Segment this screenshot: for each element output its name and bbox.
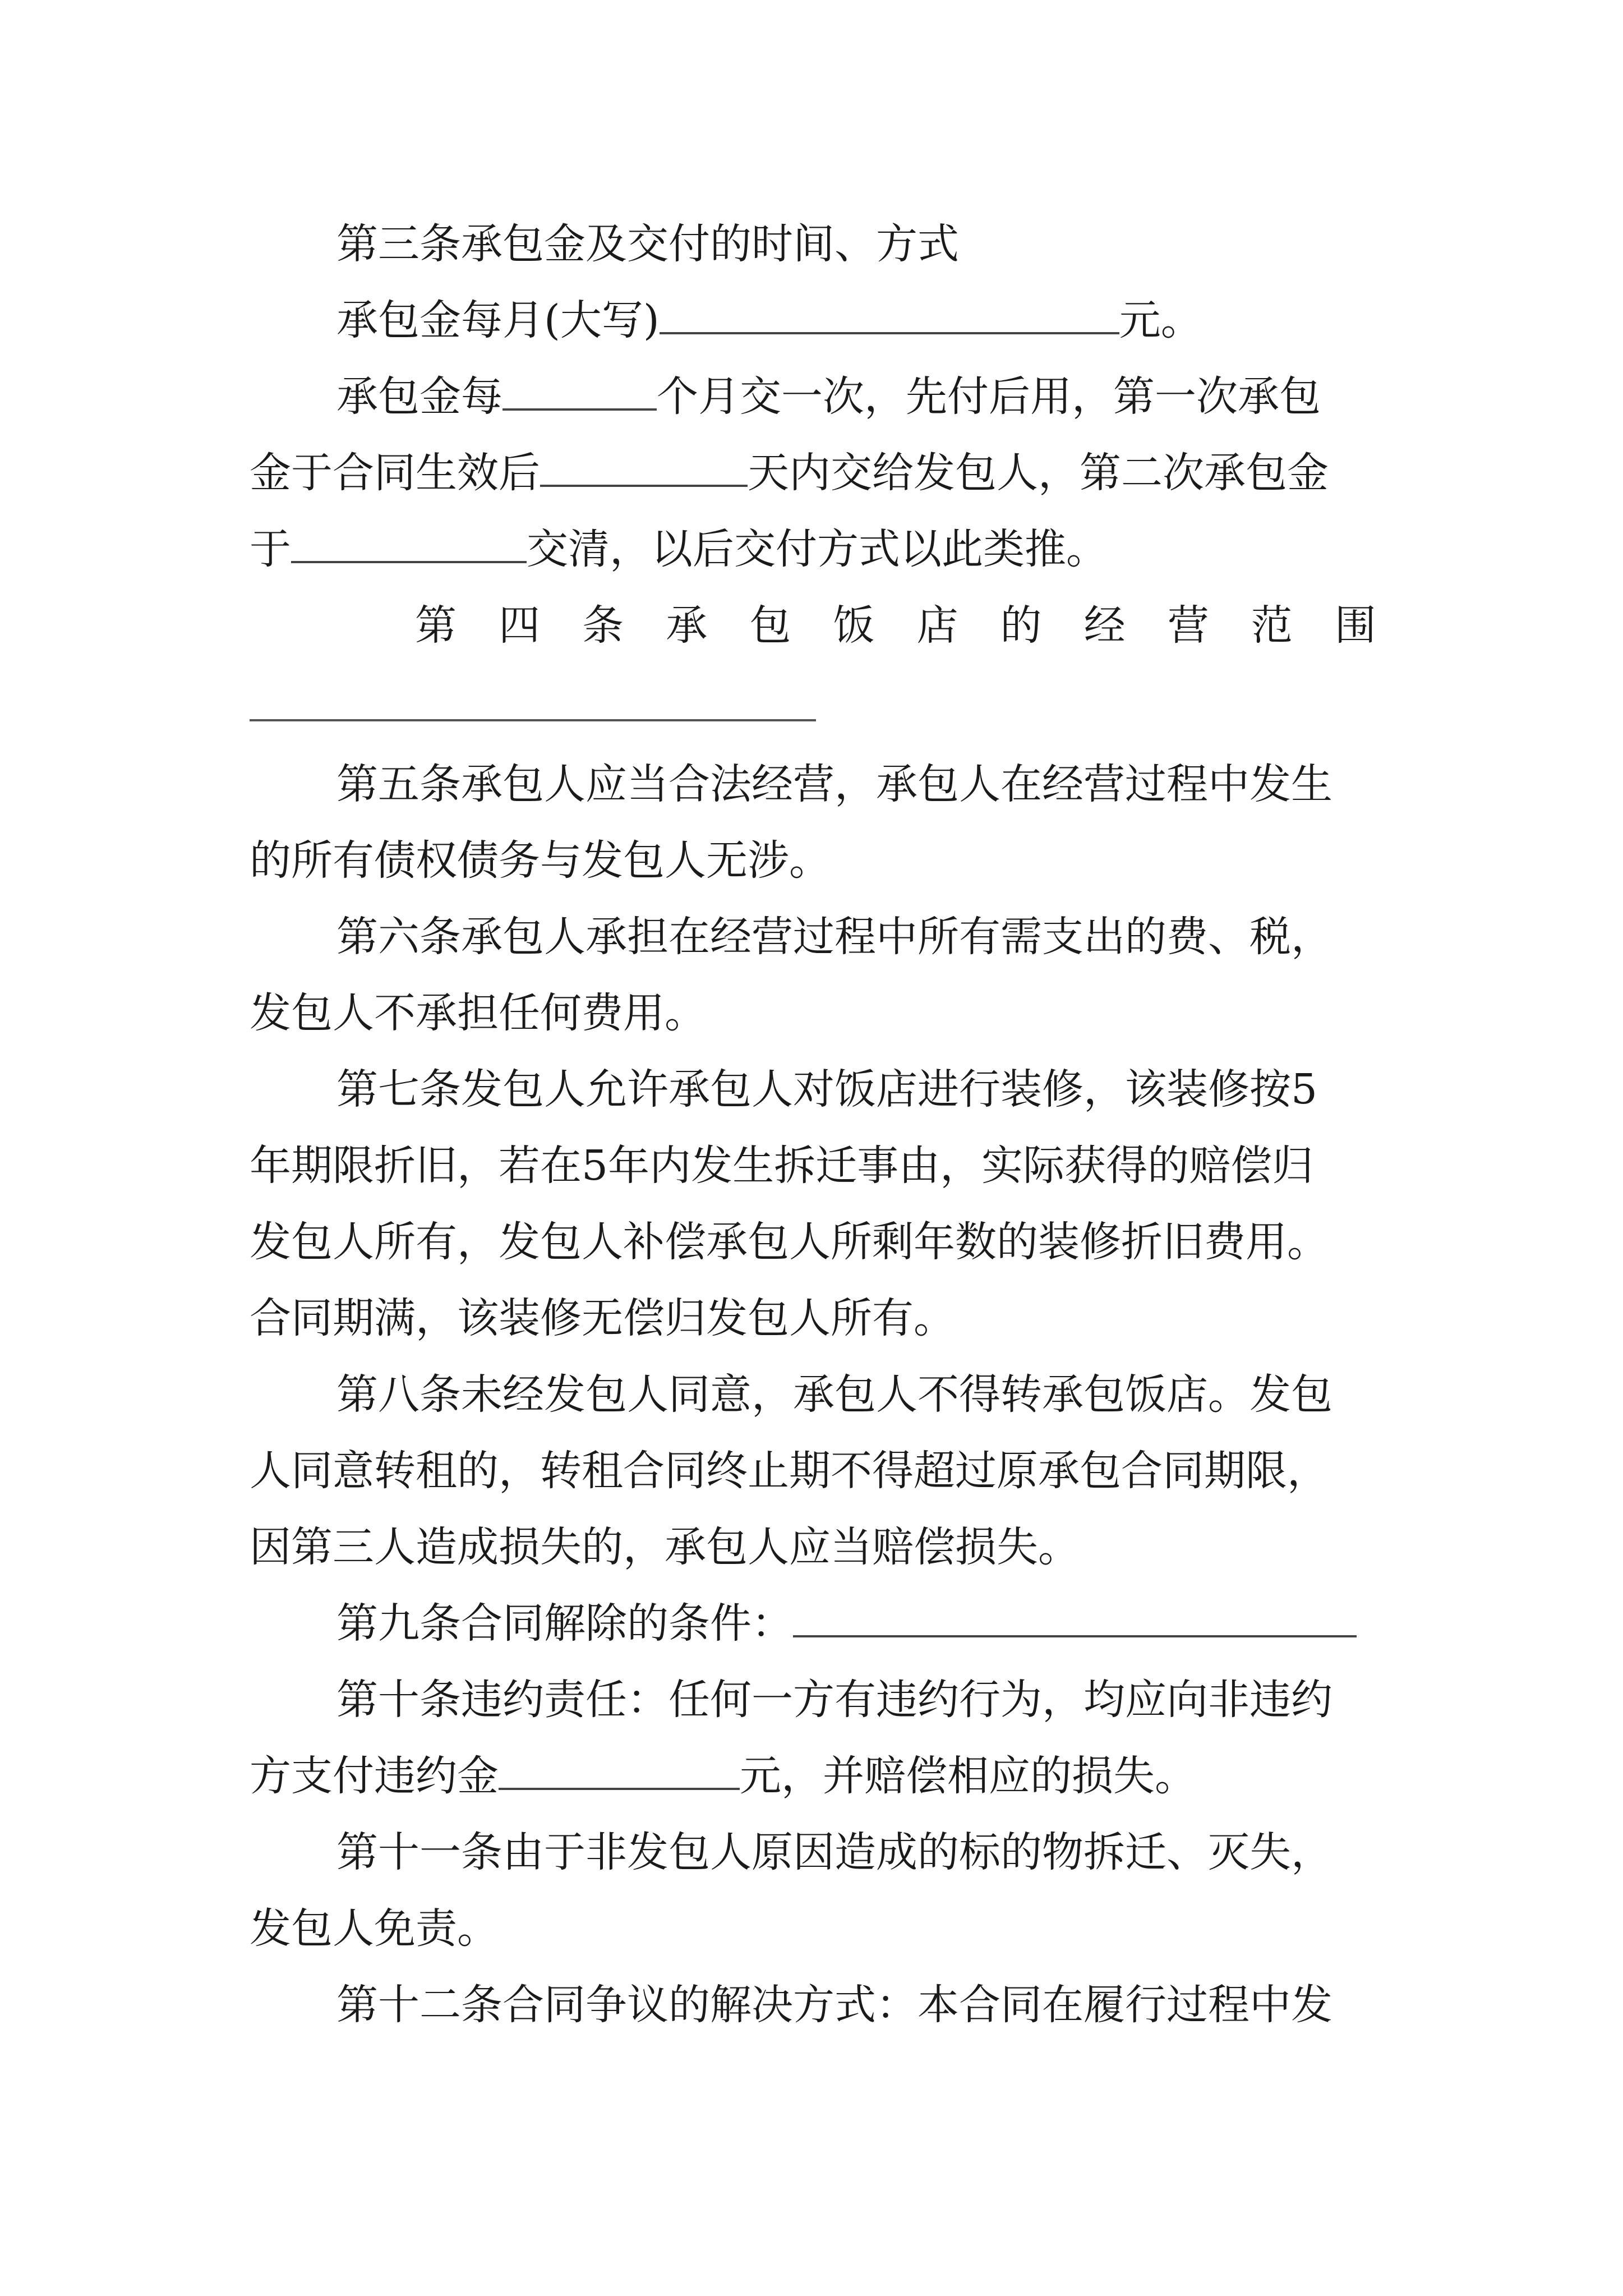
months-interval-blank[interactable]: [502, 369, 657, 411]
article11-line2: [250, 1890, 1376, 1967]
first-payment-days-blank[interactable]: [540, 445, 748, 487]
monthly-fee-label: 承包金每月(大写): [336, 296, 660, 344]
text-segment: 合同期满，该装修无偿归发包人所有。: [250, 1294, 955, 1342]
article5-line2: [250, 822, 1376, 899]
second-payment-date-blank[interactable]: [291, 522, 527, 563]
article9-line: [336, 1585, 1376, 1662]
monthly-fee-unit: 元。: [1119, 296, 1202, 344]
text-segment: 第七条发包人允许承包人对饭店进行装修，该装修按5: [336, 1065, 1318, 1114]
article7-line3: [250, 1204, 1376, 1280]
text-segment: 第八条未经发包人同意，承包人不得转承包饭店。发包: [336, 1370, 1332, 1419]
article12-line1: [336, 1967, 1376, 2043]
text-segment: 第九条合同解除的条件：: [336, 1599, 793, 1648]
article10-line2: [250, 1738, 1376, 1814]
business-scope-blank[interactable]: [250, 719, 816, 721]
article3-para-line3: [250, 511, 1376, 587]
article5-line1: [336, 746, 1376, 822]
text-segment: 发包人免责。: [250, 1904, 499, 1953]
article10-line1: [336, 1662, 1376, 1738]
text-segment: 个月交一次，先付后用，第一次承包: [657, 372, 1321, 421]
heading-char: 第: [415, 601, 457, 650]
article6-line1: [336, 899, 1376, 975]
text-segment: 因第三人造成损失的，承包人应当赔偿损失。: [250, 1523, 1080, 1571]
heading-char: 的: [1000, 601, 1042, 650]
penalty-amount-blank[interactable]: [499, 1749, 740, 1790]
article8-line3: [250, 1509, 1376, 1585]
text-segment: 于: [250, 525, 291, 573]
article11-line1: [336, 1814, 1376, 1890]
heading-char: 条: [582, 601, 624, 650]
heading-char: 范: [1251, 601, 1293, 650]
text-segment: 人同意转租的，转租合同终止期不得超过原承包合同期限，: [250, 1447, 1329, 1495]
article6-line2: [250, 975, 1376, 1051]
article7-line1: [336, 1051, 1376, 1128]
text-segment: 年期限折旧，若在5年内发生拆迁事由，实际获得的赔偿归: [250, 1142, 1314, 1190]
text-segment: 交清，以后交付方式以此类推。: [527, 525, 1108, 573]
heading-char: 店: [916, 601, 958, 650]
article4-heading: [415, 587, 1376, 664]
text-segment: 第十二条合同争议的解决方式：本合同在履行过程中发: [336, 1981, 1332, 2029]
heading-char: 饭: [833, 601, 875, 650]
heading-char: 四: [499, 601, 541, 650]
text-segment: 发包人不承担任何费用。: [250, 989, 706, 1037]
text-segment: 第十条违约责任：任何一方有违约行为，均应向非违约: [336, 1676, 1332, 1724]
heading-char: 围: [1334, 601, 1376, 650]
article3-heading: [336, 206, 1376, 282]
article3-para-line1: [336, 358, 1376, 435]
article3-monthly-line: [336, 282, 1376, 358]
article8-line2: [250, 1433, 1376, 1509]
text-segment: 元，并赔偿相应的损失。: [740, 1752, 1196, 1800]
text-segment: 的所有债权债务与发包人无涉。: [250, 836, 831, 885]
text-segment: 第六条承包人承担在经营过程中所有需支出的费、税，: [336, 913, 1332, 961]
monthly-fee-blank[interactable]: [660, 293, 1119, 334]
termination-conditions-blank[interactable]: [793, 1596, 1357, 1637]
text-segment: 发包人所有，发包人补偿承包人所剩年数的装修折旧费用。: [250, 1218, 1329, 1266]
heading-char: 营: [1167, 601, 1209, 650]
text-segment: 金于合同生效后: [250, 449, 540, 497]
heading-char: 包: [749, 601, 791, 650]
article3-heading-text: 第三条承包金及交付的时间、方式: [336, 220, 959, 268]
text-segment: 第五条承包人应当合法经营，承包人在经营过程中发生: [336, 760, 1332, 808]
text-segment: 方支付违约金: [250, 1752, 499, 1800]
article7-line2: [250, 1128, 1376, 1204]
heading-char: 经: [1083, 601, 1126, 650]
text-segment: 天内交给发包人，第二次承包金: [748, 449, 1329, 497]
article3-para-line2: [250, 435, 1376, 511]
article8-line1: [336, 1356, 1376, 1433]
heading-char: 承: [666, 601, 708, 650]
text-segment: 第十一条由于非发包人原因造成的标的物拆迁、灭失，: [336, 1828, 1332, 1876]
text-segment: 承包金每: [336, 372, 502, 421]
article7-line4: [250, 1280, 1376, 1356]
